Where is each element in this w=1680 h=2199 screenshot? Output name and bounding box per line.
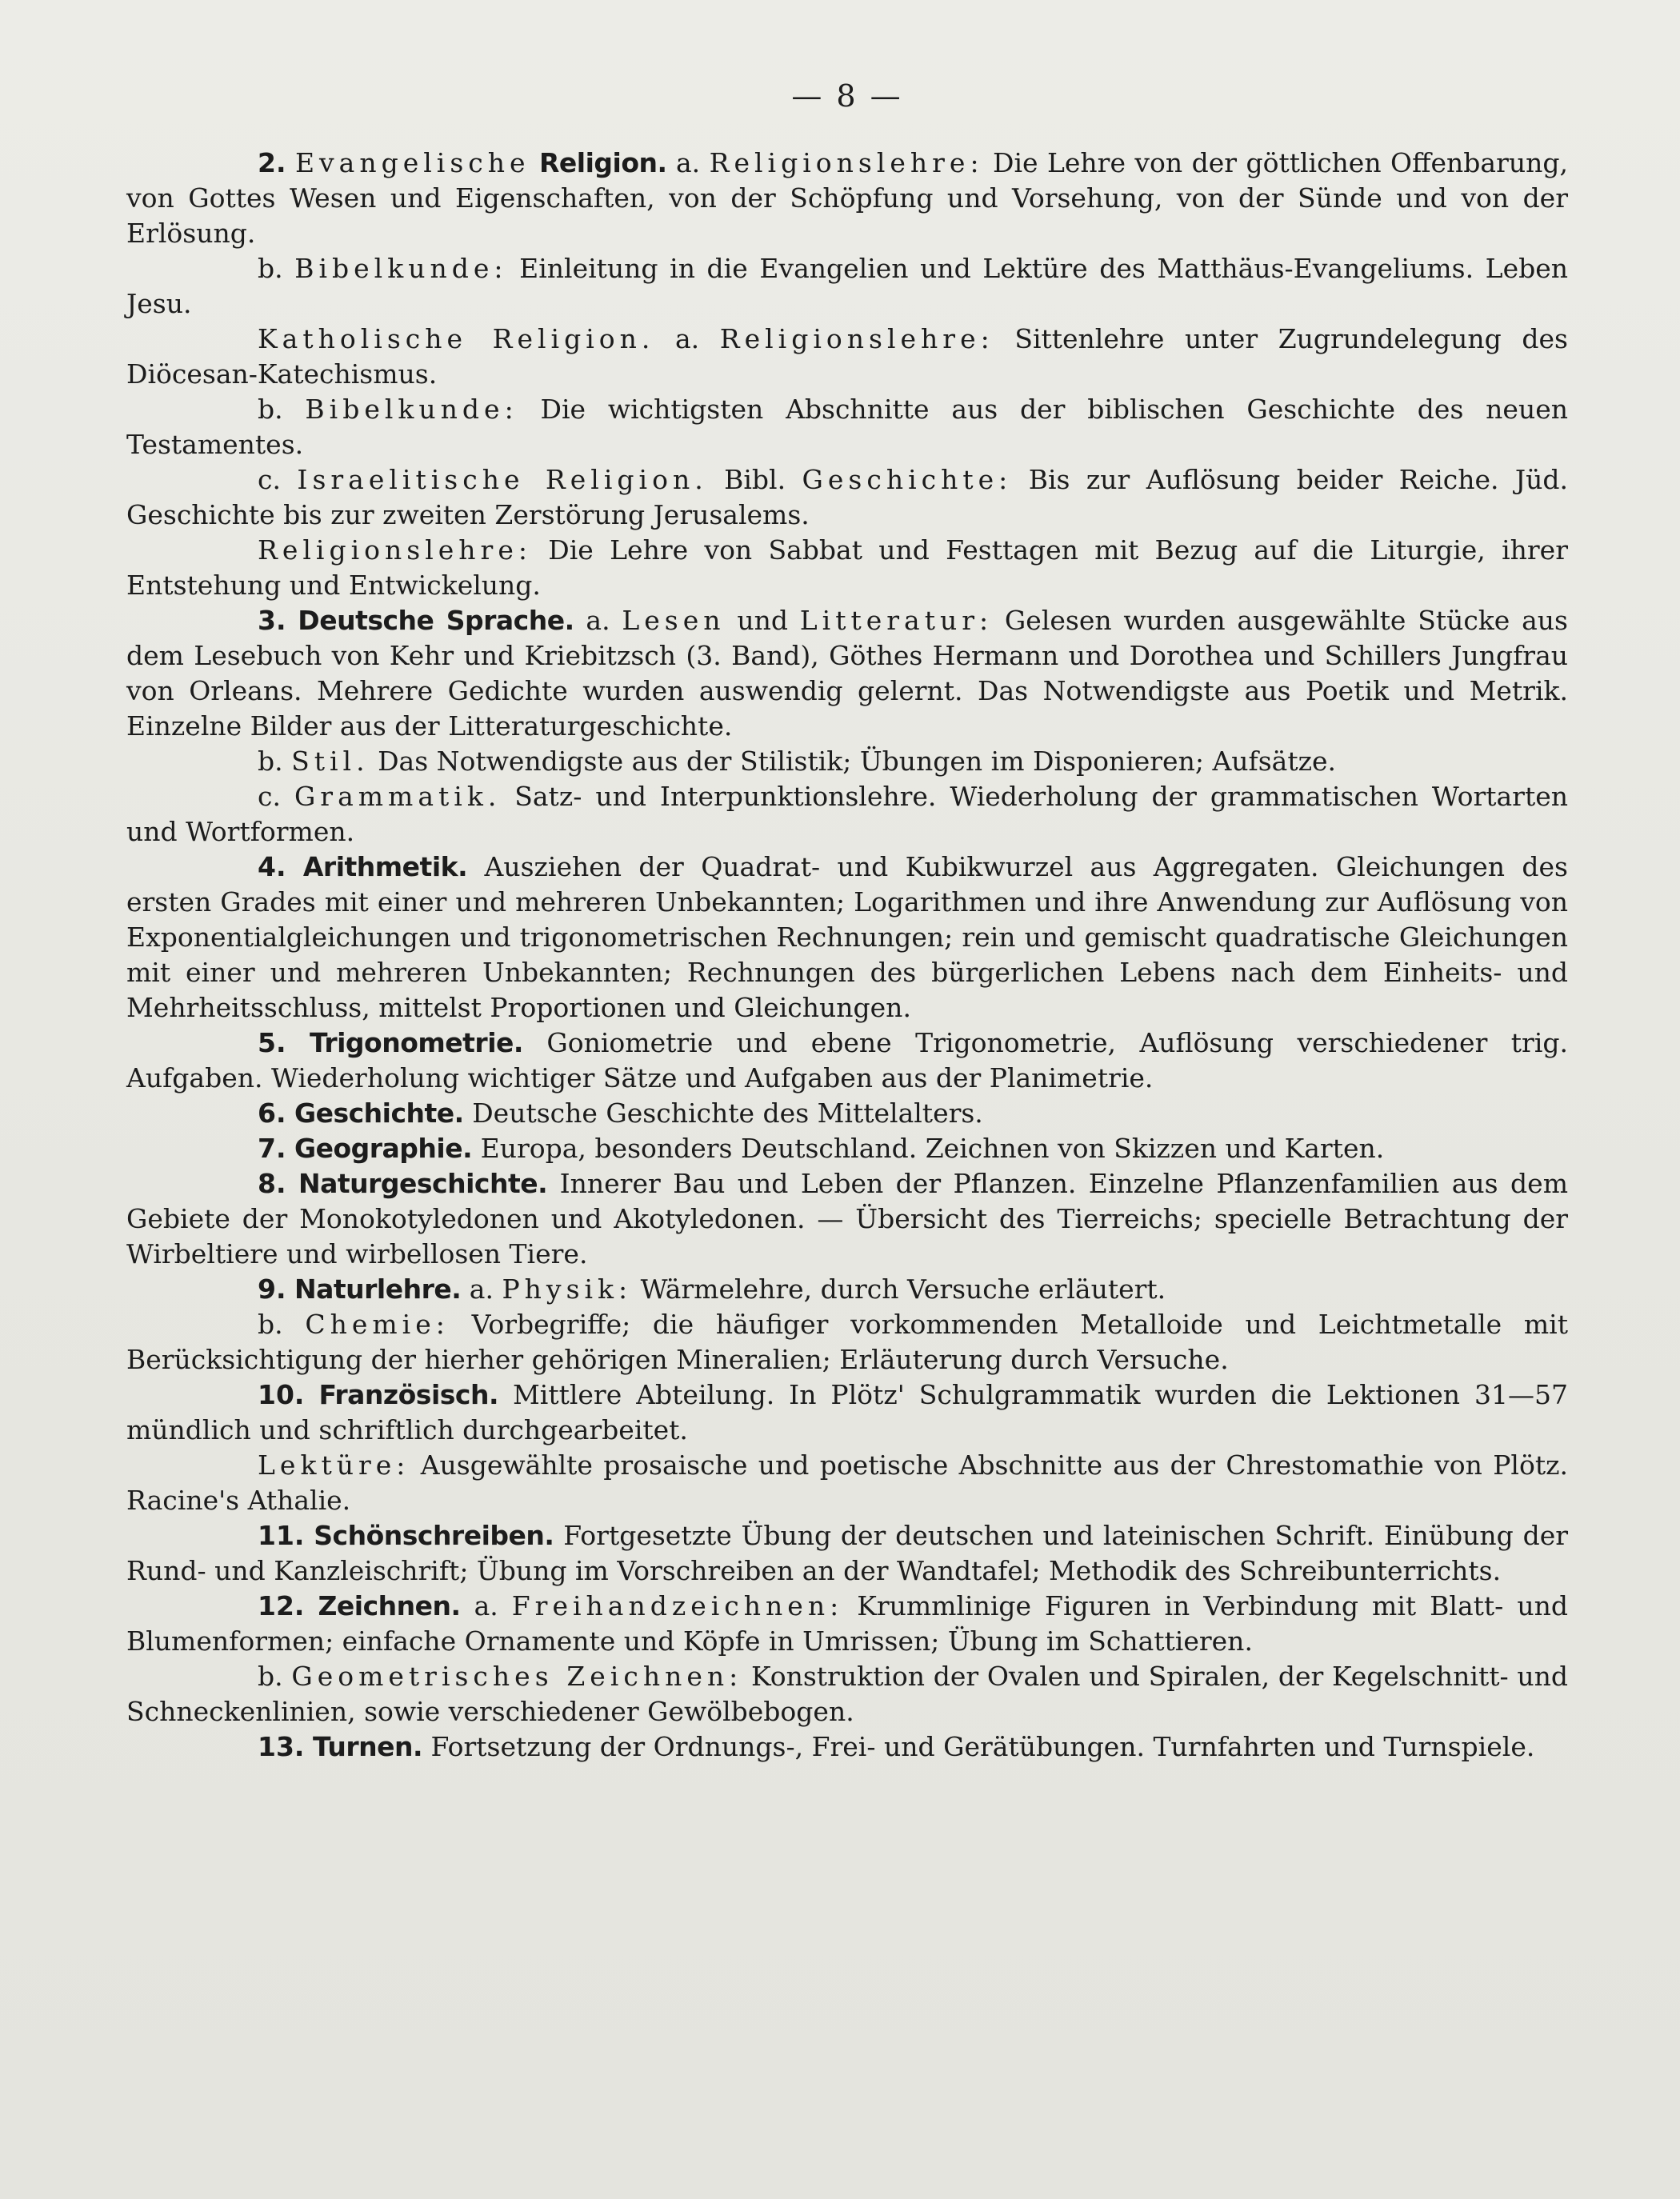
paragraph: b. Bibelkunde: Die wichtigsten Abschnitte aus der biblischen Geschichte des neuen Testamentes. [126,394,1568,460]
paragraph: 10. Französisch. Mittlere Abteilung. In Plötz' Schulgrammatik wurden die Lektionen 31—57 mündlich und schriftlich durchgearbeitet. [126,1379,1568,1445]
paragraph: b. Chemie: Vorbegriffe; die häufiger vorkommenden Metalloide und Leichtmetalle mit Berücksichtigung der hierher gehörigen Mineralien; Erläuterung durch Versuche. [126,1309,1568,1375]
paragraph: 9. Naturlehre. a. Physik: Wärmelehre, durch Versuche erläutert. [258,1273,1166,1305]
paragraph: b. Stil. Das Notwendigste aus der Stilistik; Übungen im Disponieren; Aufsätze. [258,746,1337,777]
paragraph: b. Bibelkunde: Einleitung in die Evangelien und Lektüre des Matthäus-Evangeliums. Leben Jesu. [126,253,1569,319]
paragraph: Katholische Religion. a. Religionslehre: Sittenlehre unter Zugrundelegung des Diöcesan-Katechismus. [126,323,1568,390]
paragraph: 12. Zeichnen. a. Freihandzeichnen: Krummlinige Figuren in Verbindung mit Blatt- und Blumenformen; einfache Ornamente und Köpfe in Umrissen; Übung im Schattieren. [126,1590,1568,1657]
paragraph: 8. Naturgeschichte. Innerer Bau und Leben der Pflanzen. Einzelne Pflanzenfamilien aus dem Gebiete der Monokotyledonen und Akotyledonen. — Übersicht des Tierreichs; specielle Betrachtung der Wirbeltiere und wirbellosen Tiere. [126,1168,1568,1269]
paragraph: c. Israelitische Religion. Bibl. Geschichte: Bis zur Auflösung beider Reiche. Jüd. Geschichte bis zur zweiten Zerstörung Jerusalems. [126,464,1568,530]
paragraph: c. Grammatik. Satz- und Interpunktionslehre. Wiederholung der grammatischen Wortarten und Wortformen. [126,781,1568,847]
paragraph: 3. Deutsche Sprache. a. Lesen und Litteratur: Gelesen wurden ausgewählte Stücke aus dem Lesebuch von Kehr und Kriebitzsch (3. Band), Göthes Hermann und Dorothea und Schillers Jungfrau von Orleans. Mehrere Gedichte wurden auswendig gelernt. Das Notwendigste aus Poetik und Metrik. Einzelne Bilder aus der Litteraturgeschichte. [126,605,1568,742]
paragraph: 6. Geschichte. Deutsche Geschichte des Mittelalters. [258,1098,983,1129]
paragraph: Lektüre: Ausgewählte prosaische und poetische Abschnitte aus der Chrestomathie von Plötz. Racine's Athalie. [126,1449,1568,1516]
paragraph: 2. Evangelische Religion. a. Religionslehre: Die Lehre von der göttlichen Offenbarung, von Gottes Wesen und Eigenschaften, von der Schöpfung und Vorsehung, von der Sünde und von der Erlösung. [126,147,1568,249]
paragraph: 11. Schönschreiben. Fortgesetzte Übung der deutschen und lateinischen Schrift. Einübung der Rund- und Kanzleischrift; Übung im Vorschreiben an der Wandtafel; Methodik des Schreibunterrichts. [126,1520,1568,1586]
paragraph: 7. Geographie. Europa, besonders Deutschland. Zeichnen von Skizzen und Karten. [258,1133,1385,1164]
paragraph: b. Geometrisches Zeichnen: Konstruktion der Ovalen und Spiralen, der Kegelschnitt- und Schneckenlinien, sowie verschiedener Gewölbebogen. [126,1661,1568,1727]
paragraph: 13. Turnen. Fortsetzung der Ordnungs-, Frei- und Gerätübungen. Turnfahrten und Turnspiele. [258,1731,1535,1762]
paragraph: Religionslehre: Die Lehre von Sabbat und Festtagen mit Bezug auf die Liturgie, ihrer Entstehung und Entwickelung. [126,534,1568,601]
page-number: — 8 — [791,78,903,114]
paragraph: 4. Arithmetik. Ausziehen der Quadrat- und Kubikwurzel aus Aggregaten. Gleichungen des ersten Grades mit einer und mehreren Unbekannten; Logarithmen und ihre Anwendung zur Auflösung von Exponentialgleichungen und trigonometrischen Rechnungen; rein und gemischt quadratische Gleichungen mit einer und mehreren Unbekannten; Rechnungen des bürgerlichen Lebens nach dem Einheits- und Mehrheitsschluss, mittelst Proportionen und Gleichungen. [126,851,1568,1023]
document-body [126,146,1568,1765]
paragraph: 5. Trigonometrie. Goniometrie und ebene Trigonometrie, Auflösung verschiedener trig. Aufgaben. Wiederholung wichtiger Sätze und Aufgaben aus der Planimetrie. [126,1027,1568,1094]
